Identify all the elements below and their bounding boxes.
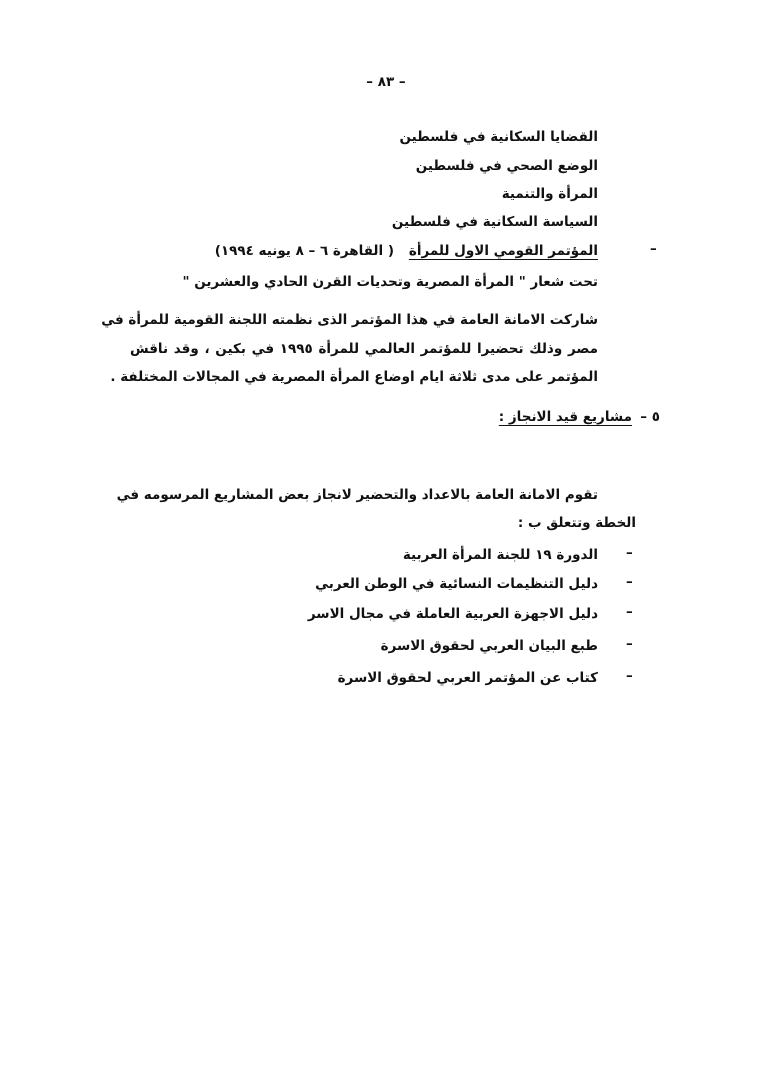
topic-item: القضايا السكانية في فلسطين (399, 129, 598, 145)
section-heading: مشاريع قيد الانجاز : (498, 409, 632, 425)
topic-item: الوضع الصحي في فلسطين (415, 158, 598, 174)
bullet: – (626, 574, 633, 590)
intro-line: الخطة وتتعلق ب : (517, 515, 636, 531)
page-number: – ٨٣ – (366, 74, 406, 90)
intro-line: تقوم الامانة العامة بالاعداد والتحضير لانجاز بعض المشاريع المرسومه في (116, 487, 598, 503)
section-number: ٥ – (640, 409, 660, 425)
bullet: – (626, 668, 633, 684)
topic-item: المرأة والتنمية (501, 186, 598, 202)
list-item: طبع البيان العربي لحقوق الاسرة (380, 638, 598, 654)
paragraph-line: المؤتمر على مدى ثلاثة ايام اوضاع المرأة المصرية في المجالات المختلفة . (110, 369, 598, 385)
list-item: دليل التنظيمات النسائية في الوطن العربي (315, 576, 598, 592)
list-item: الدورة ١٩ للجنة المرأة العربية (402, 547, 598, 563)
conference-dash: – (650, 241, 657, 257)
conference-details: ( القاهرة ٦ – ٨ يونيه ١٩٩٤) (214, 243, 394, 259)
list-item: كتاب عن المؤتمر العربي لحقوق الاسرة (337, 670, 598, 686)
conference-slogan: تحت شعار " المرأة المصرية وتحديات القرن الحادي والعشرين " (182, 274, 598, 290)
list-item: دليل الاجهزة العربية العاملة في مجال الاسر (307, 606, 598, 622)
conference-title: المؤتمر القومي الاول للمرأة (408, 243, 598, 259)
paragraph-line: مصر وذلك تحضيرا للمؤتمر العالمي للمرأة ١٩٩٥ في بكين ، وقد ناقش (130, 341, 599, 357)
bullet: – (626, 545, 633, 561)
bullet: – (626, 604, 633, 620)
paragraph-line: شاركت الامانة العامة في هذا المؤتمر الذى نظمته اللجنة القومية للمرأة في (101, 312, 598, 328)
topic-item: السياسة السكانية في فلسطين (391, 214, 598, 230)
bullet: – (626, 636, 633, 652)
